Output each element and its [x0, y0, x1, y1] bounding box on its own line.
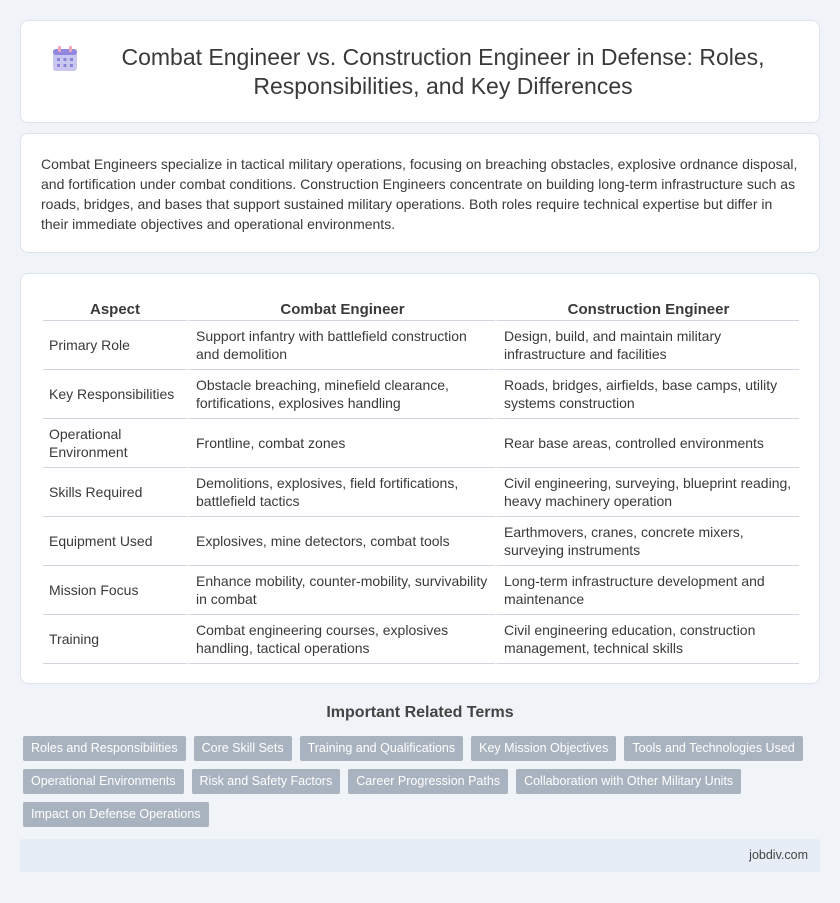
aspect-cell: Operational Environment — [43, 419, 187, 468]
header-combat-engineer: Combat Engineer — [187, 294, 495, 321]
aspect-cell: Key Responsibilities — [43, 370, 187, 419]
page-title: Combat Engineer vs. Construction Engineer in Defense: Roles, Responsibilities, and Key Differences — [121, 43, 765, 99]
construction-cell: Earthmovers, cranes, concrete mixers, surveying instruments — [495, 517, 799, 566]
table-row — [43, 468, 799, 517]
header-aspect: Aspect — [43, 294, 187, 321]
construction-cell: Design, build, and maintain military infrastructure and facilities — [495, 321, 799, 370]
tag-impact-on-defense-operations[interactable]: Impact on Defense Operations — [23, 802, 209, 827]
calendar-icon — [51, 45, 79, 73]
header-construction-engineer: Construction Engineer — [495, 294, 799, 321]
combat-cell: Demolitions, explosives, field fortifications, battlefield tactics — [187, 468, 495, 517]
tag-risk-and-safety-factors[interactable]: Risk and Safety Factors — [192, 769, 341, 794]
combat-cell: Frontline, combat zones — [187, 419, 495, 468]
tag-collaboration-with-other-military-units[interactable]: Collaboration with Other Military Units — [516, 769, 741, 794]
aspect-cell: Skills Required — [43, 468, 187, 517]
tag-tools-and-technologies-used[interactable]: Tools and Technologies Used — [624, 736, 802, 761]
related-terms-list — [23, 736, 803, 827]
intro-paragraph: Combat Engineers specialize in tactical military operations, focusing on breaching obstacles, explosive ordnance disposal, and fortification under combat conditions. Construction Engineers concentrate on building long-term infrastructure such as roads, bridges, and bases that support sustained military operations. Both roles require technical expertise but differ in their immediate objectives and operational environments. — [41, 156, 798, 232]
table-row — [43, 419, 799, 468]
tag-roles-and-responsibilities[interactable]: Roles and Responsibilities — [23, 736, 186, 761]
table-row — [43, 615, 799, 664]
construction-cell: Civil engineering education, construction management, technical skills — [495, 615, 799, 664]
table-header-row — [43, 294, 799, 321]
tag-core-skill-sets[interactable]: Core Skill Sets — [194, 736, 292, 761]
construction-cell: Civil engineering, surveying, blueprint reading, heavy machinery operation — [495, 468, 799, 517]
construction-cell: Rear base areas, controlled environments — [495, 419, 799, 468]
aspect-cell: Primary Role — [43, 321, 187, 370]
combat-cell: Support infantry with battlefield construction and demolition — [187, 321, 495, 370]
construction-cell: Roads, bridges, airfields, base camps, utility systems construction — [495, 370, 799, 419]
tag-key-mission-objectives[interactable]: Key Mission Objectives — [471, 736, 616, 761]
construction-cell: Long-term infrastructure development and maintenance — [495, 566, 799, 615]
table-row — [43, 321, 799, 370]
table-row — [43, 370, 799, 419]
combat-cell: Enhance mobility, counter-mobility, survivability in combat — [187, 566, 495, 615]
comparison-card — [20, 273, 820, 684]
tag-operational-environments[interactable]: Operational Environments — [23, 769, 184, 794]
related-terms-heading: Important Related Terms — [326, 704, 514, 721]
table-row — [43, 517, 799, 566]
combat-cell: Explosives, mine detectors, combat tools — [187, 517, 495, 566]
combat-cell: Combat engineering courses, explosives handling, tactical operations — [187, 615, 495, 664]
footer-site-link[interactable]: jobdiv.com — [749, 848, 808, 862]
table-row — [43, 566, 799, 615]
tag-career-progression-paths[interactable]: Career Progression Paths — [348, 769, 508, 794]
aspect-cell: Equipment Used — [43, 517, 187, 566]
title-card — [20, 20, 820, 123]
combat-cell: Obstacle breaching, minefield clearance, fortifications, explosives handling — [187, 370, 495, 419]
comparison-table — [43, 294, 799, 664]
aspect-cell: Mission Focus — [43, 566, 187, 615]
intro-card — [20, 133, 820, 253]
aspect-cell: Training — [43, 615, 187, 664]
footer — [20, 839, 820, 872]
tag-training-and-qualifications[interactable]: Training and Qualifications — [300, 736, 464, 761]
